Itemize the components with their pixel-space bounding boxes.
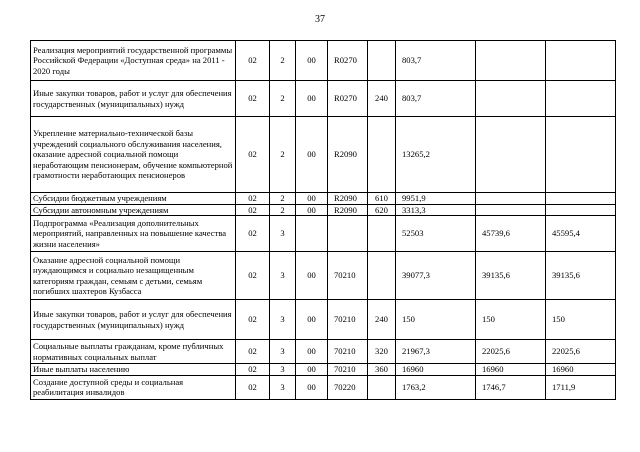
page-number: 37: [315, 14, 325, 25]
expense-type-code: [368, 252, 396, 300]
program-code: 00: [296, 117, 328, 193]
section-code: 02: [236, 204, 270, 216]
amount-year-1: 1763,2: [396, 375, 476, 399]
expense-type-code: 240: [368, 300, 396, 340]
amount-year-3: [546, 117, 616, 193]
subsection-code: 2: [270, 117, 296, 193]
budget-table: [30, 40, 616, 400]
program-code: 00: [296, 340, 328, 364]
program-code: [296, 216, 328, 252]
row-name: Реализация мероприятий государственной программы Российской Федерации «Доступная среда» на 2011 - 2020 годы: [31, 41, 236, 81]
amount-year-3: [546, 204, 616, 216]
amount-year-3: 22025,6: [546, 340, 616, 364]
row-name: Иные закупки товаров, работ и услуг для обеспечения государственных (муниципальных) нужд: [31, 81, 236, 117]
table-row: [31, 300, 616, 340]
program-code: 00: [296, 204, 328, 216]
expense-type-code: [368, 216, 396, 252]
amount-year-2: [476, 81, 546, 117]
subsection-code: 2: [270, 204, 296, 216]
amount-year-2: 150: [476, 300, 546, 340]
amount-year-2: [476, 117, 546, 193]
row-name: Оказание адресной социальной помощи нуждающимся и социально незащищенным категориям граждан, семьям с детьми, семьям погибших шахтеров Кузбасса: [31, 252, 236, 300]
subsection-code: 3: [270, 252, 296, 300]
amount-year-3: 150: [546, 300, 616, 340]
amount-year-3: 16960: [546, 364, 616, 376]
target-article-code: 70220: [328, 375, 368, 399]
target-article-code: 70210: [328, 300, 368, 340]
amount-year-1: 9951,9: [396, 193, 476, 205]
expense-type-code: 360: [368, 364, 396, 376]
row-name: Иные закупки товаров, работ и услуг для обеспечения государственных (муниципальных) нужд: [31, 300, 236, 340]
target-article-code: R2090: [328, 117, 368, 193]
table-row: [31, 117, 616, 193]
program-code: 00: [296, 252, 328, 300]
amount-year-3: [546, 193, 616, 205]
expense-type-code: 610: [368, 193, 396, 205]
expense-type-code: 620: [368, 204, 396, 216]
row-name: Подпрограмма «Реализация дополнительных мероприятий, направленных на повышение качества жизни населения»: [31, 216, 236, 252]
expense-type-code: 240: [368, 81, 396, 117]
target-article-code: 70210: [328, 340, 368, 364]
section-code: 02: [236, 193, 270, 205]
table-row: [31, 41, 616, 81]
amount-year-3: 39135,6: [546, 252, 616, 300]
target-article-code: R0270: [328, 81, 368, 117]
section-code: 02: [236, 117, 270, 193]
amount-year-2: [476, 204, 546, 216]
table-row: [31, 364, 616, 376]
table-row: [31, 252, 616, 300]
target-article-code: R2090: [328, 204, 368, 216]
expense-type-code: [368, 375, 396, 399]
row-name: Субсидии автономным учреждениям: [31, 204, 236, 216]
amount-year-3: [546, 81, 616, 117]
row-name: Создание доступной среды и социальная реабилитация инвалидов: [31, 375, 236, 399]
amount-year-2: 16960: [476, 364, 546, 376]
amount-year-1: 803,7: [396, 41, 476, 81]
subsection-code: 3: [270, 340, 296, 364]
amount-year-3: 45595,4: [546, 216, 616, 252]
amount-year-2: [476, 41, 546, 81]
section-code: 02: [236, 340, 270, 364]
amount-year-1: 39077,3: [396, 252, 476, 300]
program-code: 00: [296, 81, 328, 117]
subsection-code: 3: [270, 216, 296, 252]
section-code: 02: [236, 300, 270, 340]
section-code: 02: [236, 216, 270, 252]
amount-year-2: 22025,6: [476, 340, 546, 364]
program-code: 00: [296, 41, 328, 81]
subsection-code: 3: [270, 300, 296, 340]
amount-year-2: [476, 193, 546, 205]
section-code: 02: [236, 41, 270, 81]
target-article-code: 70210: [328, 364, 368, 376]
target-article-code: 70210: [328, 252, 368, 300]
table-row: [31, 340, 616, 364]
program-code: 00: [296, 193, 328, 205]
amount-year-3: 1711,9: [546, 375, 616, 399]
expense-type-code: [368, 117, 396, 193]
table-row: [31, 81, 616, 117]
budget-table-body: [31, 41, 616, 400]
amount-year-1: 150: [396, 300, 476, 340]
subsection-code: 2: [270, 81, 296, 117]
table-row: [31, 216, 616, 252]
subsection-code: 2: [270, 41, 296, 81]
amount-year-1: 21967,3: [396, 340, 476, 364]
amount-year-2: 39135,6: [476, 252, 546, 300]
subsection-code: 2: [270, 193, 296, 205]
target-article-code: R0270: [328, 41, 368, 81]
section-code: 02: [236, 375, 270, 399]
row-name: Субсидии бюджетным учреждениям: [31, 193, 236, 205]
target-article-code: [328, 216, 368, 252]
amount-year-1: 803,7: [396, 81, 476, 117]
table-row: [31, 193, 616, 205]
row-name: Иные выплаты населению: [31, 364, 236, 376]
expense-type-code: [368, 41, 396, 81]
subsection-code: 3: [270, 375, 296, 399]
subsection-code: 3: [270, 364, 296, 376]
amount-year-1: 3313,3: [396, 204, 476, 216]
target-article-code: R2090: [328, 193, 368, 205]
table-row: [31, 375, 616, 399]
program-code: 00: [296, 364, 328, 376]
program-code: 00: [296, 300, 328, 340]
row-name: Укрепление материально-технической базы учреждений социального обслуживания населения, оказание адресной социальной помощи неработающим пенсионерам, обучение компьютерной грамотности неработающих пенсионеров: [31, 117, 236, 193]
program-code: 00: [296, 375, 328, 399]
section-code: 02: [236, 364, 270, 376]
table-row: [31, 204, 616, 216]
expense-type-code: 320: [368, 340, 396, 364]
section-code: 02: [236, 81, 270, 117]
amount-year-1: 13265,2: [396, 117, 476, 193]
amount-year-3: [546, 41, 616, 81]
amount-year-2: 1746,7: [476, 375, 546, 399]
amount-year-1: 52503: [396, 216, 476, 252]
amount-year-1: 16960: [396, 364, 476, 376]
amount-year-2: 45739,6: [476, 216, 546, 252]
row-name: Социальные выплаты гражданам, кроме публичных нормативных социальных выплат: [31, 340, 236, 364]
section-code: 02: [236, 252, 270, 300]
